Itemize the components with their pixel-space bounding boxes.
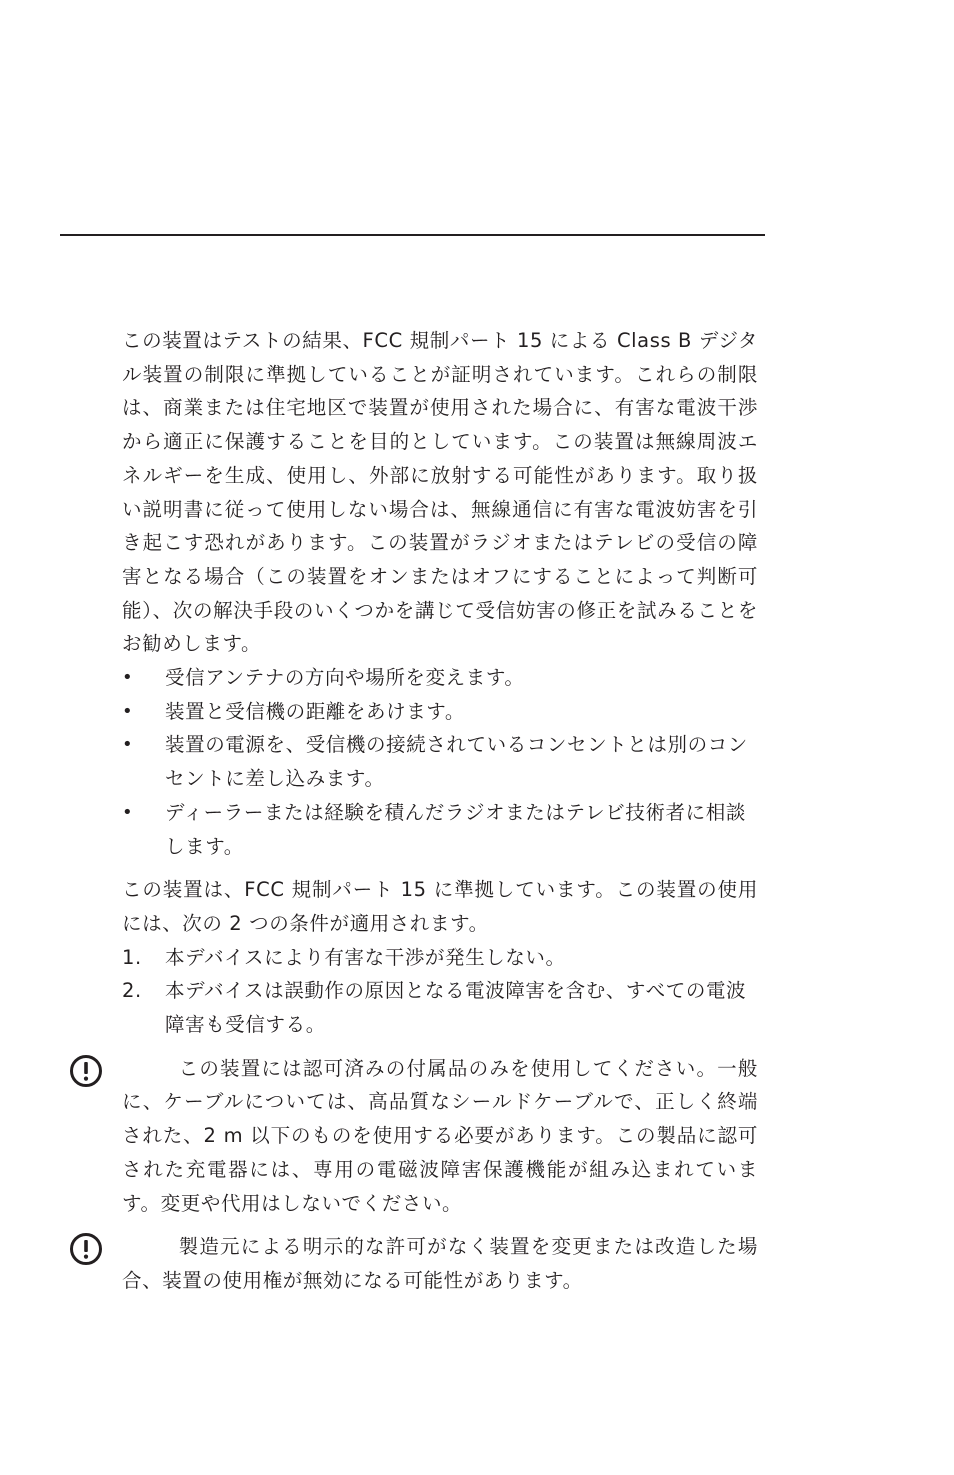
list-item-text: ディーラーまたは経験を積んだラジオまたはテレビ技術者に相談します。 — [165, 800, 746, 858]
intro-paragraph: この装置はテストの結果、FCC 規制パート 15 による Class B デジタル装置の制限に準拠していることが証明されています。これらの制限は、商業または住宅地区で装置が使用された場合に、有害な電波干渉から適正に保護することを目的としています。この装置は無線周波エネルギーを生成、使用し、外部に放射する可能性があります。取り扱い説明書に従って使用しない場合は、無線通信に有害な電波妨害を引き起こす恐れがあります。この装置がラジオまたはテレビの受信の障害となる場合（この装置をオンまたはオフにすることによって判断可能）、次の解決手段のいくつかを講じて受信妨害の修正を試みることをお勧めします。 — [122, 329, 758, 656]
list-item-text: 装置の電源を、受信機の接続されているコンセントとは別のコンセントに差し込みます。 — [165, 733, 748, 791]
note-text-wrapper — [122, 1052, 758, 1221]
bullet-icon: • — [122, 801, 134, 823]
list-item-text: 装置と受信機の距離をあけます。 — [165, 699, 465, 723]
accessory-warning-note — [122, 1052, 758, 1221]
fcc-statement — [122, 324, 758, 1298]
bullet-icon: • — [122, 734, 134, 756]
remedy-list — [122, 661, 758, 863]
note-text: 製造元による明示的な許可がなく装置を変更または改造した場合、装置の使用権が無効になる可能性があります。 — [122, 1235, 758, 1292]
note-text: この装置には認可済みの付属品のみを使用してください。一般に、ケーブルについては、高品質なシールドケーブルで、正しく終端された、2 m 以下のものを使用する必要があります。この製品に認可された充電器には、専用の電磁波障害保護機能が組み込まれています。変更や代用はしないでください。 — [122, 1056, 758, 1215]
conditions-list — [122, 941, 758, 1042]
bullet-icon: • — [122, 667, 134, 689]
list-number: 2. — [122, 979, 142, 1003]
list-item-text: 本デバイスは誤動作の原因となる電波障害を含む、すべての電波障害も受信する。 — [165, 979, 747, 1037]
list-item-text: 受信アンテナの方向や場所を変えます。 — [165, 666, 525, 690]
list-item — [122, 695, 758, 729]
list-number: 1. — [122, 945, 142, 969]
warning-icon — [69, 1054, 103, 1088]
list-item — [122, 728, 758, 795]
compliance-paragraph: この装置は、FCC 規制パート 15 に準拠しています。この装置の使用には、次の 2 つの条件が適用されます。 — [122, 878, 758, 935]
list-item-text: 本デバイスにより有害な干渉が発生しない。 — [165, 945, 566, 969]
list-item — [122, 974, 758, 1041]
warning-icon — [69, 1232, 103, 1266]
list-item — [122, 796, 758, 863]
list-item — [122, 661, 758, 695]
bullet-icon: • — [122, 700, 134, 722]
section-divider — [60, 234, 765, 236]
note-text-wrapper — [122, 1230, 758, 1297]
list-item — [122, 941, 758, 975]
modification-warning-note — [122, 1230, 758, 1297]
